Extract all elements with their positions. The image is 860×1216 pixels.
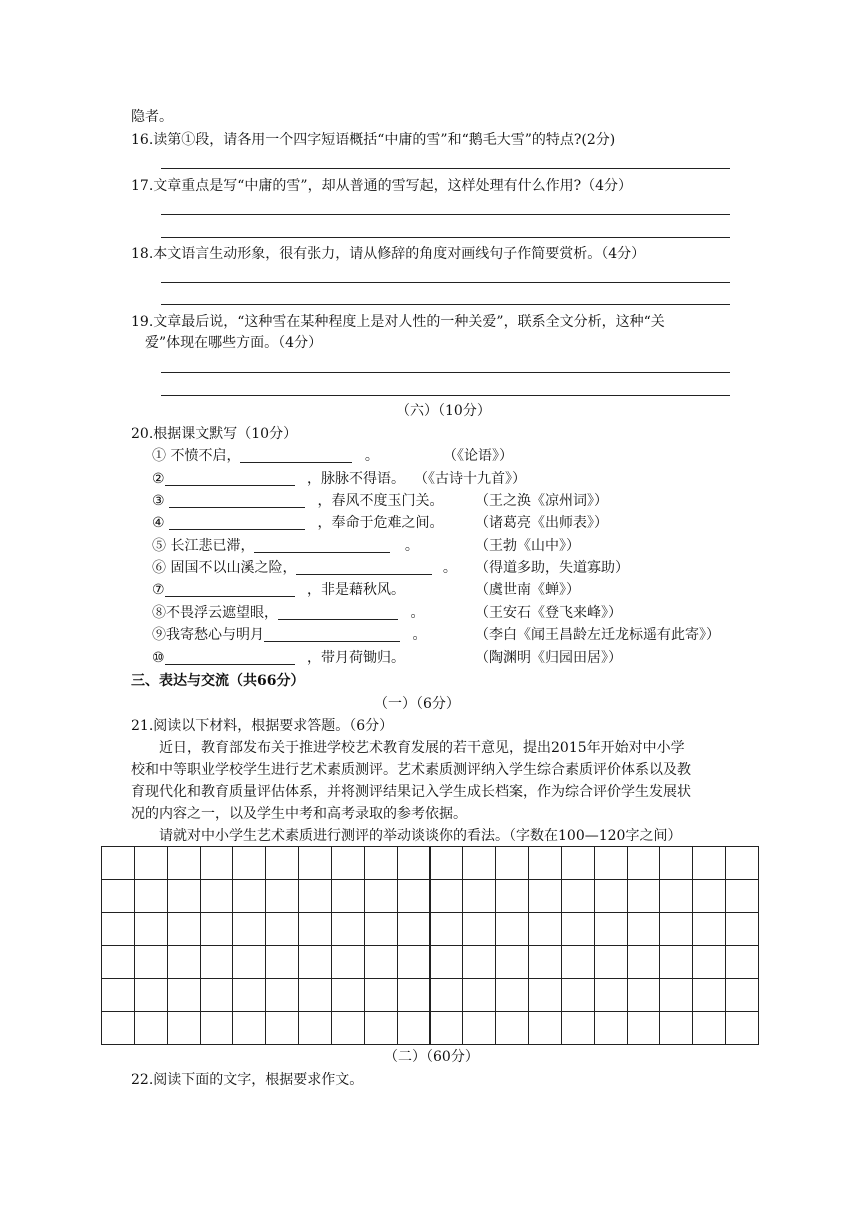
grid-cell[interactable] [134,912,168,946]
question-19-cont: 爱”体现在哪些方面。（4分） [145,335,323,351]
grid-cell[interactable] [692,912,726,946]
material-line: 近日，教育部发布关于推进学校艺术教育发展的若干意见，提出2015年开始对中小学 [159,740,685,756]
source-1: （《论语》） [443,448,513,464]
grid-cell[interactable] [265,846,299,880]
grid-cell[interactable] [167,1011,201,1045]
grid-cell[interactable] [265,945,299,979]
grid-cell[interactable] [495,1011,529,1045]
recite-item-5: ⑤ 长江悲已滞， 。 [152,538,419,554]
grid-cell[interactable] [594,912,628,946]
grid-cell[interactable] [331,912,365,946]
grid-cell[interactable] [594,945,628,979]
grid-cell[interactable] [232,912,266,946]
grid-cell[interactable] [659,846,693,880]
grid-cell[interactable] [298,945,332,979]
grid-cell[interactable] [134,978,168,1012]
grid-cell[interactable] [364,978,398,1012]
grid-cell[interactable] [692,846,726,880]
grid-cell[interactable] [462,912,496,946]
grid-cell[interactable] [528,1011,562,1045]
grid-cell[interactable] [397,912,431,946]
grid-cell[interactable] [232,846,266,880]
grid-cell[interactable] [627,879,661,913]
grid-cell[interactable] [594,978,628,1012]
grid-cell[interactable] [594,879,628,913]
grid-cell[interactable] [364,879,398,913]
blank[interactable] [296,560,432,575]
part-3-heading: 三、表达与交流（共66分） [131,673,305,689]
grid-cell[interactable] [298,912,332,946]
grid-cell[interactable] [659,1011,693,1045]
grid-cell[interactable] [265,1011,299,1045]
grid-cell[interactable] [364,1011,398,1045]
answer-line[interactable] [161,304,730,305]
answer-line[interactable] [161,168,730,169]
grid-cell[interactable] [331,1011,365,1045]
source-8: （王安石《登飞来峰》） [475,605,622,621]
grid-cell[interactable] [298,846,332,880]
grid-cell[interactable] [462,879,496,913]
grid-cell[interactable] [397,879,431,913]
grid-cell[interactable] [200,879,234,913]
grid-cell[interactable] [561,978,595,1012]
grid-cell[interactable] [364,912,398,946]
grid-cell[interactable] [265,912,299,946]
grid-cell[interactable] [561,945,595,979]
grid-cell[interactable] [561,879,595,913]
grid-cell[interactable] [692,1011,726,1045]
grid-cell[interactable] [725,912,759,946]
grid-cell[interactable] [430,912,464,946]
grid-cell[interactable] [200,945,234,979]
grid-cell[interactable] [528,879,562,913]
grid-cell[interactable] [298,879,332,913]
blank[interactable] [264,627,400,642]
blank[interactable] [165,650,295,665]
grid-cell[interactable] [331,978,365,1012]
grid-cell[interactable] [101,945,135,979]
grid-cell[interactable] [101,978,135,1012]
grid-cell[interactable] [528,846,562,880]
grid-cell[interactable] [462,846,496,880]
grid-cell[interactable] [725,978,759,1012]
grid-cell[interactable] [627,945,661,979]
grid-cell[interactable] [265,978,299,1012]
grid-cell[interactable] [627,846,661,880]
grid-cell[interactable] [462,978,496,1012]
material-line: 校和中等职业学校学生进行艺术素质测评。艺术素质测评纳入学生综合素质评价体系以及教 [131,762,691,778]
grid-cell[interactable] [200,846,234,880]
source-7: （虞世南《蝉》） [475,582,580,598]
grid-cell[interactable] [134,879,168,913]
grid-cell[interactable] [430,846,464,880]
blank[interactable] [165,471,295,486]
grid-cell[interactable] [430,879,464,913]
grid-cell[interactable] [167,945,201,979]
answer-line[interactable] [161,395,730,396]
grid-cell[interactable] [134,945,168,979]
grid-cell[interactable] [397,846,431,880]
grid-cell[interactable] [462,1011,496,1045]
grid-cell[interactable] [232,879,266,913]
grid-cell[interactable] [265,879,299,913]
grid-cell[interactable] [528,945,562,979]
section-6-heading: （六）（10分） [396,403,491,419]
blank[interactable] [240,448,352,463]
grid-cell[interactable] [101,879,135,913]
grid-cell[interactable] [528,978,562,1012]
grid-cell[interactable] [331,846,365,880]
question-18: 18.本文语言生动形象，很有张力，请从修辞的角度对画线句子作简要赏析。（4分） [131,246,646,262]
answer-line[interactable] [161,214,730,215]
grid-cell[interactable] [725,1011,759,1045]
grid-cell[interactable] [364,945,398,979]
grid-cell[interactable] [134,1011,168,1045]
grid-cell[interactable] [627,1011,661,1045]
grid-cell[interactable] [397,1011,431,1045]
blank[interactable] [169,515,305,530]
grid-cell[interactable] [495,945,529,979]
grid-cell[interactable] [200,978,234,1012]
question-17: 17.文章重点是写“中庸的雪”，却从普通的雪写起，这样处理有什么作用?（4分） [131,178,632,194]
grid-cell[interactable] [167,978,201,1012]
recite-item-3: ③ ，春风不度玉门关。 [152,493,444,509]
recite-item-8: ⑧不畏浮云遮望眼， 。 [152,605,425,621]
grid-cell[interactable] [561,1011,595,1045]
grid-cell[interactable] [659,912,693,946]
grid-cell[interactable] [232,978,266,1012]
grid-cell[interactable] [430,1011,464,1045]
grid-cell[interactable] [561,912,595,946]
source-2: （《古诗十九首》） [414,471,526,487]
grid-cell[interactable] [331,945,365,979]
grid-cell[interactable] [692,978,726,1012]
grid-cell[interactable] [364,846,398,880]
grid-cell[interactable] [528,912,562,946]
recite-item-1: ① 不愤不启， 。 [152,448,379,464]
grid-cell[interactable] [200,1011,234,1045]
question-19: 19.文章最后说，“这种雪在某种程度上是对人性的一种关爱”，联系全文分析，这种“关 [131,314,665,330]
writing-grid[interactable] [101,846,758,1044]
grid-cell[interactable] [692,945,726,979]
question-20: 20.根据课文默写（10分） [131,426,298,442]
answer-line[interactable] [161,237,730,238]
blank[interactable] [278,605,398,620]
section-1-heading: （一）（6分） [374,696,460,712]
grid-cell[interactable] [232,945,266,979]
recite-item-9: ⑨我寄愁心与明月 。 [152,627,427,643]
source-10: （陶渊明《归园田居》） [475,650,622,666]
recite-item-7: ⑦ ，非是藉秋风。 [152,582,406,598]
grid-cell[interactable] [397,945,431,979]
grid-cell[interactable] [298,978,332,1012]
grid-cell[interactable] [331,879,365,913]
grid-cell[interactable] [561,846,595,880]
material-line: 况的内容之一，以及学生中考和高考录取的参考依据。 [131,806,467,822]
source-9: （李白《闻王昌龄左迁龙标遥有此寄》） [475,627,720,643]
grid-cell[interactable] [101,1011,135,1045]
grid-cell[interactable] [430,978,464,1012]
grid-cell[interactable] [167,846,201,880]
grid-cell[interactable] [101,846,135,880]
question-21: 21.阅读以下材料，根据要求答题。（6分） [131,718,394,734]
grid-cell[interactable] [725,846,759,880]
grid-cell[interactable] [101,912,135,946]
grid-cell[interactable] [298,1011,332,1045]
grid-cell[interactable] [725,879,759,913]
recite-item-4: ④ ，奉命于危难之间。 [152,515,444,531]
question-22: 22.阅读下面的文字，根据要求作文。 [131,1072,364,1088]
grid-cell[interactable] [462,945,496,979]
source-5: （王勃《山中》） [475,538,580,554]
grid-cell[interactable] [232,1011,266,1045]
text-line: 隐者。 [131,109,173,125]
grid-cell[interactable] [659,978,693,1012]
answer-line[interactable] [161,372,730,373]
grid-cell[interactable] [627,978,661,1012]
material-line: 育现代化和教育质量评估体系，并将测评结果记入学生成长档案，作为综合评价学生发展状 [131,784,691,800]
blank[interactable] [169,493,305,508]
blank[interactable] [165,582,295,597]
source-6: （得道多助，失道寡助） [475,560,629,576]
grid-cell[interactable] [167,879,201,913]
grid-cell[interactable] [627,912,661,946]
grid-cell[interactable] [594,846,628,880]
grid-cell[interactable] [659,879,693,913]
grid-cell[interactable] [495,978,529,1012]
recite-item-10: ⑩ ，带月荷锄归。 [152,650,406,666]
blank[interactable] [254,538,390,553]
grid-cell[interactable] [134,846,168,880]
grid-cell[interactable] [725,945,759,979]
grid-cell[interactable] [495,879,529,913]
grid-cell[interactable] [397,978,431,1012]
grid-cell[interactable] [495,912,529,946]
section-2-heading: （二）（60分） [384,1049,479,1065]
question-16: 16.读第①段，请各用一个四字短语概括“中庸的雪”和“鹅毛大雪”的特点?(2分) [131,132,616,148]
source-3: （王之涣《凉州词》） [475,493,608,509]
grid-cell[interactable] [430,945,464,979]
grid-cell[interactable] [594,1011,628,1045]
grid-cell[interactable] [200,912,234,946]
grid-cell[interactable] [659,945,693,979]
recite-item-6: ⑥ 固国不以山溪之险， 。 [152,560,457,576]
grid-cell[interactable] [167,912,201,946]
grid-cell[interactable] [692,879,726,913]
recite-item-2: ② ，脉脉不得语。 [152,471,406,487]
question-21-prompt: 请就对中小学生艺术素质进行测评的举动谈谈你的看法。（字数在100—120字之间） [159,828,682,844]
source-4: （诸葛亮《出师表》） [475,515,608,531]
grid-cell[interactable] [495,846,529,880]
answer-line[interactable] [161,282,730,283]
